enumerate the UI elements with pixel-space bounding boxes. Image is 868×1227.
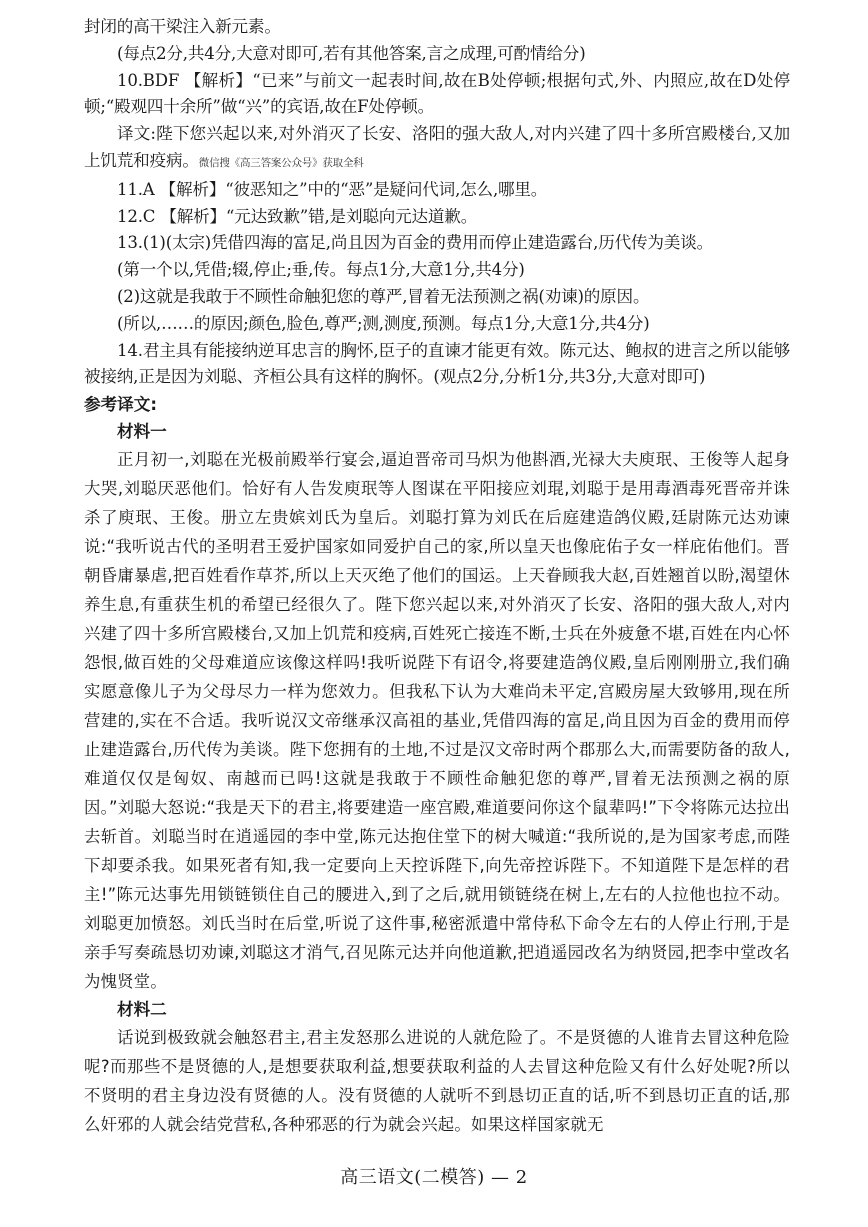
answer-intro-line: 封闭的高干梁注入新元素。: [84, 17, 281, 36]
material-1-text: 正月初一,刘聪在光极前殿举行宴会,逼迫晋帝司马炽为他斟酒,光禄大夫庾珉、王俊等人起身大哭,刘聪厌恶他们。恰好有人告发庾珉等人图谋在平阳接应刘琨,刘聪于是用毒酒毒死晋帝并诛杀了庾珉、王俊。册立左贵嫔刘氏为皇后。刘聪打算为刘氏在后庭建造鸽仪殿,廷尉陈元达劝谏说:“我听说古代的圣明君王爱护国家如同爱护自己的家,所以皇天也像庇佑子女一样庇佑他们。晋朝昏庸暴虐,把百姓看作草芥,所以上天灭绝了他们的国运。上天眷顾我大赵,百姓翘首以盼,渴望休养生息,有重获生机的希望已经很久了。陛下您兴起以来,对外消灭了长安、洛阳的强大敌人,对内兴建了四十多所宫殿楼台,又加上饥荒和疫病,百姓死亡接连不断,士兵在外疲惫不堪,百姓在内心怀怨恨,做百姓的父母难道应该像这样吗!我听说陛下有诏令,将要建造鸽仪殿,皇后刚刚册立,我们确实愿意像儿子为父母尽力一样为您效力。但我私下认为大难尚未平定,宫殿房屋大致够用,现在所营建的,实在不合适。我听说汉文帝继承汉高祖的基业,凭借四海的富足,尚且因为百金的费用而停止建造露台,历代传为美谈。陛下您拥有的土地,不过是汉文帝时两个郡那么大,而需要防备的敌人,难道仅仅是匈奴、南越而已吗!这就是我敢于不顾性命触犯您的尊严,冒着无法预测之祸的原因。”刘聪大怒说:“我是天下的君主,将要建造一座宫殿,难道要问你这个鼠辈吗!”下令将陈元达拉出去斩首。刘聪当时在逍遥园的李中堂,陈元达抱住堂下的树大喊道:“我所说的,是为国家考虑,而陛下却要杀我。如果死者有知,我一定要向上天控诉陛下,向先帝控诉陛下。不知道陛下是怎样的君主!”陈元达事先用锁链锁住自己的腰进入,到了之后,就用锁链绕在树上,左右的人拉他也拉不动。刘聪更加愤怒。刘氏当时在后堂,听说了这件事,秘密派遣中常侍私下命令左右的人停止行刑,于是亲手写奏疏恳切劝谏,刘聪这才消气,召见陈元达并向他道歉,把逍遥园改名为纳贤园,把李中堂改名为愧贤堂。: [84, 450, 790, 992]
answer-q12: 12.C 【解析】“元达致歉”错,是刘聪向元达道歉。: [117, 206, 478, 226]
scoring-q9: (每点2分,共4分,大意对即可,若有其他答案,言之成理,可酌情给分): [117, 43, 586, 63]
answer-q13-1: 13.(1)(太宗)凭借四海的富足,尚且因为百金的费用而停止建造露台,历代传为美谈。: [117, 233, 713, 253]
reference-translation-heading: 参考译文:: [84, 395, 158, 415]
material-2-text: 话说到极致就会触怒君主,君主发怒那么进说的人就危险了。不是贤德的人谁肯去冒这种危险呢?而那些不是贤德的人,是想要获取利益,想要获取利益的人去冒这种危险又有什么好处呢?所以不贤明的君主身边没有贤德的人。没有贤德的人就听不到恳切正直的话,听不到恳切正直的话,那么奸邪的人就会结党营私,各种邪恶的行为就会兴起。如果这样国家就无: [84, 1028, 790, 1135]
material-1-heading: 材料一: [117, 422, 167, 442]
page-footer: 高三语文(二模答) — 2: [340, 1167, 528, 1188]
translation-q10-text: 译文:陛下您兴起以来,对外消灭了长安、洛阳的强大敌人,对内兴建了四十多所宫殿楼台,又加上饥荒和疫病。: [84, 124, 790, 170]
wechat-note: 微信搜《高三答案公众号》获取全科: [198, 156, 364, 169]
scoring-q13-1: (第一个以,凭借;辍,停止;垂,传。每点1分,大意1分,共4分): [117, 260, 525, 280]
answer-q14: 14.君主具有能接纳逆耳忠言的胸怀,臣子的直谏才能更有效。陈元达、鲍叔的进言之所以能够被接纳,正是因为刘聪、齐桓公具有这样的胸怀。(观点2分,分析1分,共3分,大意对即可): [84, 340, 790, 387]
answer-q11: 11.A 【解析】“彼恶知之”中的“恶”是疑问代词,怎么,哪里。: [117, 179, 548, 199]
scoring-q13-2: (所以,……的原因;颜色,脸色,尊严;测,测度,预测。每点1分,大意1分,共4分): [117, 313, 650, 333]
material-2-heading: 材料二: [117, 1000, 167, 1020]
translation-q10: [84, 121, 790, 177]
answer-q10: 10.BDF 【解析】“已来”与前文一起表时间,故在B处停顿;根据句式,外、内照应,故在D处停顿;“殿观四十余所”做“兴”的宾语,故在F处停顿。: [84, 70, 790, 117]
answer-q13-2: (2)这就是我敢于不顾性命触犯您的尊严,冒着无法预测之祸(劝谏)的原因。: [117, 286, 650, 306]
